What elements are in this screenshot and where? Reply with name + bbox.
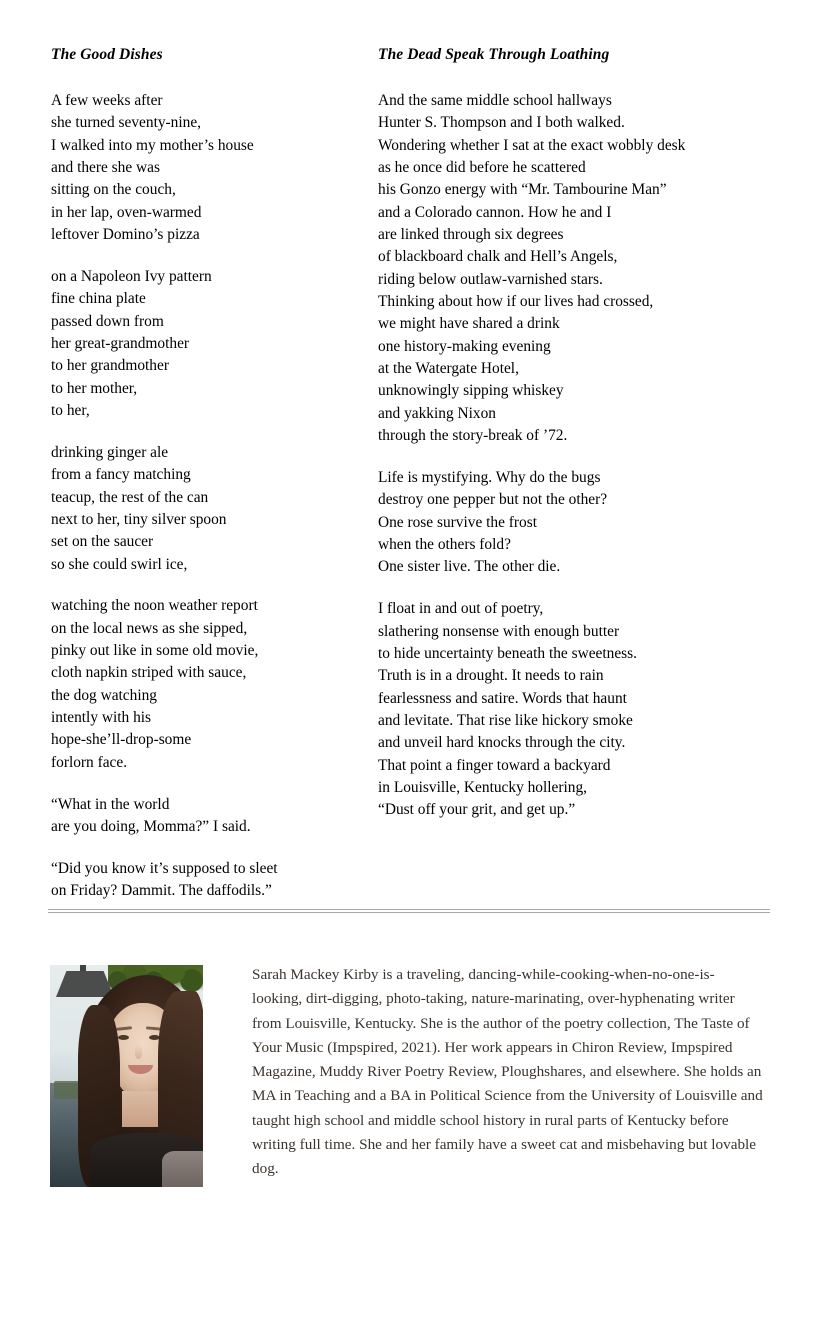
poem-line: intently with his	[51, 709, 152, 727]
divider-rule-top	[48, 909, 770, 910]
poem-line: on Friday? Dammit. The daffodils.”	[51, 882, 272, 900]
poem-line: in Louisville, Kentucky hollering,	[378, 778, 588, 796]
poem-line: One sister live. The other die.	[378, 558, 561, 576]
poem-line: watching the noon weather report	[51, 597, 258, 615]
poem-line: I walked into my mother’s house	[51, 136, 254, 154]
poem-line: drinking ginger ale	[51, 443, 169, 461]
poem-line: pinky out like in some old movie,	[51, 642, 259, 660]
stanza	[51, 266, 351, 422]
poem-line: in her lap, oven-warmed	[51, 203, 202, 221]
poem-line: as he once did before he scattered	[378, 159, 586, 177]
poem-line: “Dust off your grit, and get up.”	[378, 801, 576, 819]
poem-line: next to her, tiny silver spoon	[51, 510, 227, 528]
poem-line: Wondering whether I sat at the exact wobbly desk	[378, 136, 686, 154]
stanza	[51, 90, 351, 246]
poem-line: his Gonzo energy with “Mr. Tambourine Man”	[378, 181, 667, 199]
poem-line: she turned seventy-nine,	[51, 114, 202, 132]
poem-line: are you doing, Momma?” I said.	[51, 817, 251, 835]
poem-line: Hunter S. Thompson and I both walked.	[378, 114, 625, 132]
poem-line: Life is mystifying. Why do the bugs	[378, 469, 601, 486]
author-bio-paragraph: Sarah Mackey Kirby is a traveling, dancing-while-cooking-when-no-one-is-looking, dirt-digging, photo-taking, nature-marinating, over-hyphenating writer from Louisville, Kentucky. She is the author of the poetry collection, The Taste of Your Music (Impspired, 2021). Her work appears in Chiron Review, Impspired Magazine, Muddy River Poetry Review, Ploughshares, and elsewhere. She holds an MA in Teaching and a BA in Political Science from the University of Louisville and taught high school and middle school history in rural parts of Kentucky before writing full time. She and her family have a sweet cat and misbehaving but lovable dog.	[252, 966, 763, 1178]
poem-line: through the story-break of ’72.	[378, 427, 568, 445]
divider-rule-bottom	[48, 912, 770, 913]
poem-body-left	[51, 90, 351, 903]
photo-neck	[122, 1091, 162, 1127]
poem-line: her great-grandmother	[51, 334, 190, 352]
poem-line: fine china plate	[51, 290, 146, 308]
author-photo	[50, 965, 203, 1187]
poem-line: riding below outlaw-varnished stars.	[378, 270, 603, 288]
poem-line: at the Watergate Hotel,	[378, 360, 519, 378]
poem-body-right	[378, 90, 773, 822]
photo-clothing-highlight	[162, 1151, 203, 1187]
poem-line: Truth is in a drought. It needs to rain	[378, 667, 604, 685]
poem-column-left	[51, 46, 351, 903]
poem-column-right	[378, 46, 773, 822]
poem-line: hope-she’ll-drop-some	[51, 731, 192, 749]
poem-line: are linked through six degrees	[378, 226, 564, 244]
poem-line: so she could swirl ice,	[51, 555, 188, 573]
author-bio-text	[252, 963, 764, 1182]
poem-title-right: The Dead Speak Through Loathing	[378, 46, 610, 63]
poem-line: and a Colorado cannon. How he and I	[378, 203, 612, 221]
stanza	[378, 598, 773, 821]
poem-line: A few weeks after	[51, 92, 163, 109]
poem-line: And the same middle school hallways	[378, 92, 612, 109]
stanza	[51, 595, 351, 774]
poem-line: the dog watching	[51, 686, 157, 704]
photo-nose	[135, 1045, 142, 1059]
poem-line: to her,	[51, 401, 90, 419]
poem-line: and levitate. That rise like hickory smoke	[378, 711, 633, 729]
poem-line: one history-making evening	[378, 337, 551, 355]
poem-line: and there she was	[51, 159, 160, 177]
stanza	[378, 90, 773, 448]
poem-line: slathering nonsense with enough butter	[378, 622, 620, 640]
poem-line: sitting on the couch,	[51, 181, 176, 199]
poem-line: and yakking Nixon	[378, 404, 496, 422]
poem-line: we might have shared a drink	[378, 315, 560, 333]
poem-line: fearlessness and satire. Words that haunt	[378, 689, 627, 707]
poem-line: to her mother,	[51, 379, 138, 397]
poem-line: and unveil hard knocks through the city.	[378, 734, 626, 752]
poem-line: unknowingly sipping whiskey	[378, 382, 564, 400]
poem-line: forlorn face.	[51, 753, 128, 771]
poem-line: One rose survive the frost	[378, 513, 537, 531]
poem-line: passed down from	[51, 312, 164, 330]
poem-line: from a fancy matching	[51, 466, 191, 484]
stanza	[51, 858, 351, 903]
poem-line: I float in and out of poetry,	[378, 600, 544, 618]
poem-line: Thinking about how if our lives had crossed,	[378, 293, 654, 311]
stanza	[378, 467, 773, 579]
poem-line: leftover Domino’s pizza	[51, 226, 200, 244]
poem-line: of blackboard chalk and Hell’s Angels,	[378, 248, 618, 266]
stanza	[51, 442, 351, 576]
poem-title-left: The Good Dishes	[51, 46, 163, 63]
poem-line: “Did you know it’s supposed to sleet	[51, 859, 278, 877]
poem-line: to hide uncertainty beneath the sweetness.	[378, 644, 637, 662]
poem-line: destroy one pepper but not the other?	[378, 491, 608, 509]
poem-line: on a Napoleon Ivy pattern	[51, 267, 212, 285]
poem-line: cloth napkin striped with sauce,	[51, 664, 247, 682]
stanza	[51, 794, 351, 839]
poem-line: teacup, the rest of the can	[51, 488, 209, 506]
poem-line: set on the saucer	[51, 533, 154, 551]
poem-line: That point a finger toward a backyard	[378, 756, 611, 774]
photo-eye-left	[118, 1035, 129, 1040]
poem-line: “What in the world	[51, 795, 170, 813]
poem-line: on the local news as she sipped,	[51, 619, 248, 637]
poem-line: when the others fold?	[378, 536, 511, 554]
section-divider	[48, 909, 770, 914]
poem-line: to her grandmother	[51, 357, 169, 375]
